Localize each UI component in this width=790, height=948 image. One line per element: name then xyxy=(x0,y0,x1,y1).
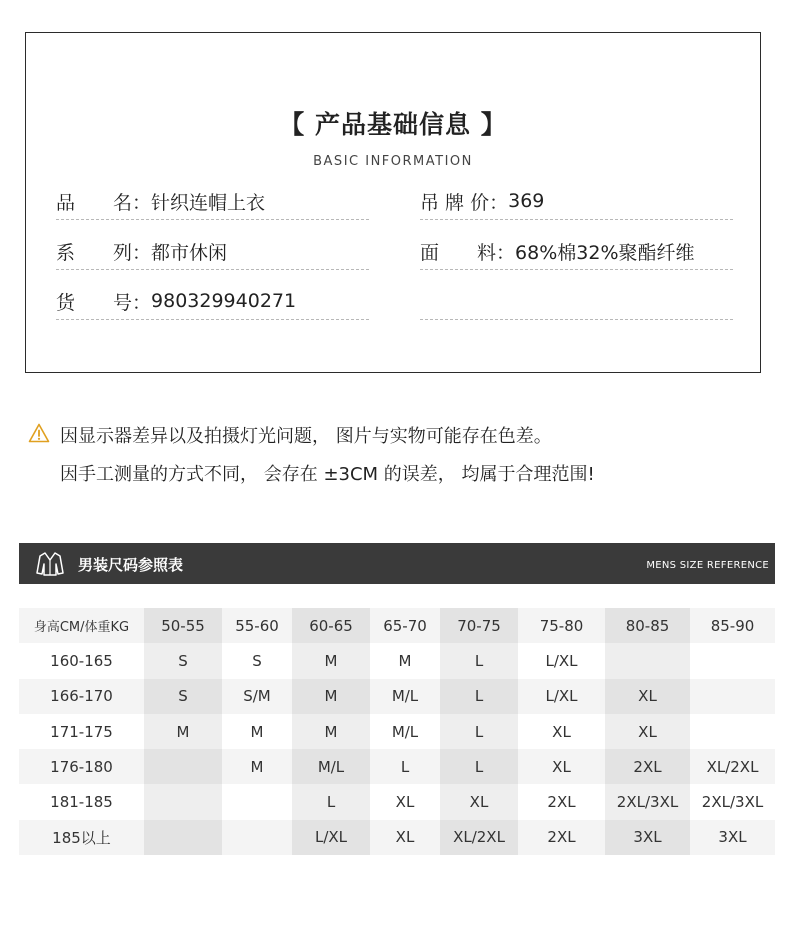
height-cell: 171-175 xyxy=(19,714,144,749)
size-cell xyxy=(690,714,775,749)
size-cell: XL xyxy=(605,679,690,714)
jacket-icon xyxy=(36,551,64,577)
info-value: 68%棉32%聚酯纤维 xyxy=(515,241,695,264)
info-row-price xyxy=(420,183,733,220)
size-cell: 2XL/3XL xyxy=(605,784,690,819)
size-cell: M xyxy=(222,714,292,749)
info-label: 品 名 xyxy=(56,191,133,214)
table-row xyxy=(19,714,775,749)
size-cell: XL xyxy=(370,820,440,855)
size-cell: XL xyxy=(518,749,605,784)
info-separator: ： xyxy=(132,291,152,314)
size-cell: M xyxy=(292,643,370,678)
size-cell xyxy=(690,643,775,678)
size-chart-banner xyxy=(19,543,775,584)
weight-header: 65-70 xyxy=(370,608,440,643)
info-separator: ： xyxy=(496,241,516,264)
size-cell: M xyxy=(292,679,370,714)
size-cell: S xyxy=(144,643,222,678)
size-cell: S xyxy=(144,679,222,714)
size-cell: M xyxy=(292,714,370,749)
size-cell: L xyxy=(440,643,518,678)
table-row xyxy=(19,643,775,678)
size-cell: M/L xyxy=(370,714,440,749)
info-row-fabric xyxy=(420,233,733,270)
size-cell xyxy=(690,679,775,714)
info-label: 吊 牌 价 xyxy=(420,191,490,214)
weight-header: 70-75 xyxy=(440,608,518,643)
size-cell: 2XL/3XL xyxy=(690,784,775,819)
size-cell: XL xyxy=(605,714,690,749)
table-row xyxy=(19,784,775,819)
size-cell: 3XL xyxy=(605,820,690,855)
info-subtitle: BASIC INFORMATION xyxy=(313,154,473,169)
size-chart-title: 男装尺码参照表 xyxy=(78,556,184,574)
weight-header: 85-90 xyxy=(690,608,775,643)
info-row-series xyxy=(56,233,369,270)
size-cell xyxy=(144,784,222,819)
size-cell: L xyxy=(370,749,440,784)
size-cell: L xyxy=(292,784,370,819)
info-separator: ： xyxy=(132,191,152,214)
info-value: 369 xyxy=(508,190,545,212)
weight-header: 60-65 xyxy=(292,608,370,643)
size-cell: M/L xyxy=(370,679,440,714)
size-cell: XL/2XL xyxy=(690,749,775,784)
size-cell: S xyxy=(222,643,292,678)
size-cell: M xyxy=(370,643,440,678)
size-cell: 2XL xyxy=(518,784,605,819)
size-cell: L/XL xyxy=(518,643,605,678)
info-row-sku xyxy=(56,283,369,320)
basic-info-panel xyxy=(25,32,761,373)
size-cell: L xyxy=(440,679,518,714)
info-value: 都市休闲 xyxy=(151,241,228,264)
size-cell: 2XL xyxy=(518,820,605,855)
weight-header: 50-55 xyxy=(144,608,222,643)
size-cell: 2XL xyxy=(605,749,690,784)
size-cell: XL/2XL xyxy=(440,820,518,855)
height-cell: 160-165 xyxy=(19,643,144,678)
weight-header: 55-60 xyxy=(222,608,292,643)
info-row-empty xyxy=(420,283,733,320)
info-title: 【 产品基础信息 】 xyxy=(279,110,507,139)
size-table-corner-label: 身高CM/体重KG xyxy=(19,608,144,643)
notice-line-1: 因显示器差异以及拍摄灯光问题， 图片与实物可能存在色差。 xyxy=(60,426,552,447)
size-cell: XL xyxy=(370,784,440,819)
size-cell xyxy=(222,820,292,855)
size-cell xyxy=(144,749,222,784)
size-cell: M/L xyxy=(292,749,370,784)
info-separator: ： xyxy=(132,241,152,264)
info-label: 面 料 xyxy=(420,241,497,264)
size-cell: XL xyxy=(518,714,605,749)
weight-header: 80-85 xyxy=(605,608,690,643)
height-cell: 176-180 xyxy=(19,749,144,784)
height-cell: 166-170 xyxy=(19,679,144,714)
info-value: 980329940271 xyxy=(151,290,297,312)
weight-header: 75-80 xyxy=(518,608,605,643)
notice-line-2: 因手工测量的方式不同， 会存在 ±3CM 的误差， 均属于合理范围! xyxy=(60,464,595,485)
table-row xyxy=(19,679,775,714)
info-value: 针织连帽上衣 xyxy=(151,191,266,214)
info-label: 系 列 xyxy=(56,241,133,264)
size-cell: M xyxy=(144,714,222,749)
table-row xyxy=(19,749,775,784)
size-cell: M xyxy=(222,749,292,784)
info-label: 货 号 xyxy=(56,291,133,314)
size-chart-reference: MENS SIZE REFERENCE xyxy=(646,560,769,571)
size-table-header-row xyxy=(19,608,775,643)
size-cell xyxy=(222,784,292,819)
size-cell: S/M xyxy=(222,679,292,714)
info-separator: ： xyxy=(489,191,509,214)
size-cell: L xyxy=(440,749,518,784)
height-cell: 185以上 xyxy=(19,820,144,855)
info-row-name xyxy=(56,183,369,220)
warning-icon xyxy=(28,423,50,443)
size-cell xyxy=(605,643,690,678)
size-cell: L/XL xyxy=(292,820,370,855)
size-cell: L xyxy=(440,714,518,749)
size-cell xyxy=(144,820,222,855)
size-cell: 3XL xyxy=(690,820,775,855)
size-cell: L/XL xyxy=(518,679,605,714)
size-table xyxy=(19,608,775,855)
height-cell: 181-185 xyxy=(19,784,144,819)
size-cell: XL xyxy=(440,784,518,819)
table-row xyxy=(19,820,775,855)
